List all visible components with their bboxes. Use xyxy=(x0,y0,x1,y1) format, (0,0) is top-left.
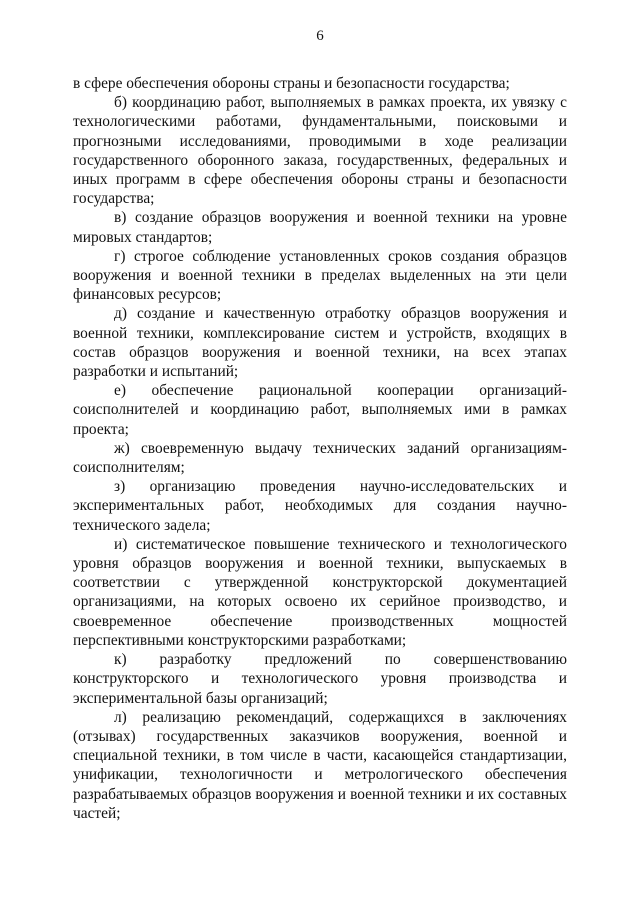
paragraph-item-k: к) разработку предложений по совершенствованию конструкторского и технологического уровня производства и экспериментальной базы организаций; xyxy=(73,651,567,707)
document-body xyxy=(73,74,567,823)
paragraph-item-l: л) реализацию рекомендаций, содержащихся в заключениях (отзывах) государственных заказчиков вооружения, военной и специальной техники, в том числе в части, касающейся стандартизации, унификации, технологичности и метрологического обеспечения разрабатываемых образцов вооружения и военной техники и их составных частей; xyxy=(73,708,567,822)
paragraph-item-i: и) систематическое повышение технического и технологического уровня образцов вооружения и военной техники, выпускаемых в соответствии с утвержденной конструкторской документацией организациями, на которых освоено их серийное производство, и своевременное обеспечение производственных мощностей перспективными конструкторскими разработками; xyxy=(73,535,567,649)
paragraph-continuation: в сфере обеспечения обороны страны и безопасности государства; xyxy=(73,75,510,92)
paragraph-item-g: г) строгое соблюдение установленных сроков создания образцов вооружения и военной техники в пределах выделенных на эти цели финансовых ресурсов; xyxy=(73,247,567,304)
paragraph-item-d: д) создание и качественную отработку образцов вооружения и военной техники, комплексирование систем и устройств, входящих в состав образцов вооружения и военной техники, на всех этапах разработки и испытаний; xyxy=(73,305,567,381)
paragraph-item-z: з) организацию проведения научно-исследовательских и экспериментальных работ, необходимых для создания научно-технического задела; xyxy=(73,478,567,534)
paragraph-item-zh: ж) своевременную выдачу технических заданий организациям-соисполнителям; xyxy=(73,439,567,477)
page-number: 6 xyxy=(316,28,324,44)
paragraph-item-b: б) координацию работ, выполняемых в рамках проекта, их увязку с технологическими работами, фундаментальными, поисковыми и прогнозными исследованиями, проводимыми в ходе реализации государственного оборонного заказа, государственных, федеральных и иных программ в сфере обеспечения обороны страны и безопасности государства; xyxy=(73,94,567,208)
paragraph-item-e: е) обеспечение рациональной кооперации организаций-соисполнителей и координацию работ, выполняемых ими в рамках проекта; xyxy=(73,382,567,438)
paragraph-item-v: в) создание образцов вооружения и военной техники на уровне мировых стандартов; xyxy=(73,209,567,246)
